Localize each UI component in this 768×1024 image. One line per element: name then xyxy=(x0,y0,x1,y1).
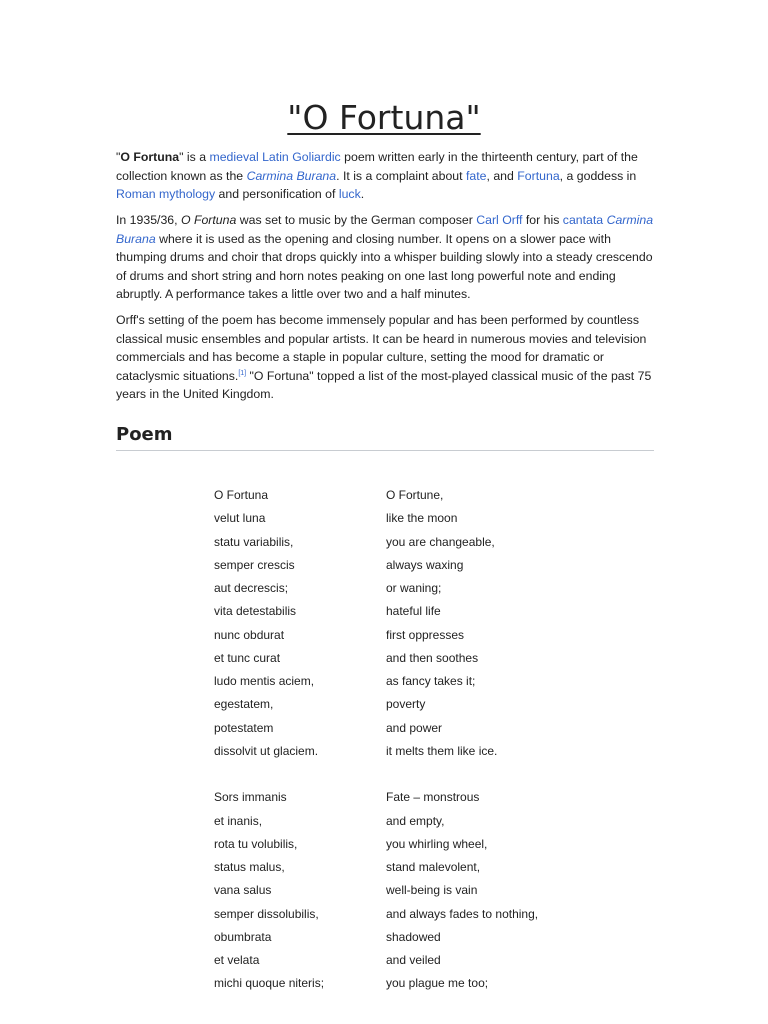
poem-line-latin: et velata xyxy=(214,953,260,967)
poem-line-latin: dissolvit ut glaciem. xyxy=(214,743,319,758)
section-heading-poem: Poem xyxy=(116,424,173,445)
poem-line-latin: semper crescis xyxy=(214,557,295,572)
poem-line-english: you plague me too; xyxy=(386,976,489,991)
poem-line-latin: status malus, xyxy=(214,860,285,874)
subject-bold: O Fortuna xyxy=(120,150,180,164)
poem-line-english: you are changeable, xyxy=(386,534,495,549)
poem-line-latin: vana salus xyxy=(214,883,272,898)
poem-line-latin: obumbrata xyxy=(214,929,272,944)
link-fortuna[interactable]: Fortuna xyxy=(517,168,560,183)
quote-mark: " xyxy=(116,150,121,164)
poem-line-english: it melts them like ice. xyxy=(386,743,498,758)
poem-line-english: and empty, xyxy=(386,813,445,828)
poem-line-english: as fancy takes it; xyxy=(386,674,476,688)
poem-line-english: first oppresses xyxy=(386,627,465,642)
link-carl-orff[interactable]: Carl Orff xyxy=(476,213,523,227)
poem-line-english: hateful life xyxy=(386,604,441,619)
page-title-text: "O Fortuna" xyxy=(287,98,481,137)
poem-line-latin: velut luna xyxy=(214,511,266,526)
link-luck[interactable]: luck xyxy=(338,187,361,201)
text-run: In 1935/36, xyxy=(116,213,181,227)
page-title xyxy=(0,98,768,138)
poem-line-latin: et tunc curat xyxy=(214,650,281,665)
poem-line-english: always waxing xyxy=(386,557,464,572)
poem-line-latin: ludo mentis aciem, xyxy=(214,674,315,688)
text-run: . xyxy=(360,187,365,201)
text-run: was set to music by the German composer xyxy=(236,213,477,227)
link-fate[interactable]: fate xyxy=(465,168,487,183)
poem-line-latin: Sors immanis xyxy=(214,790,287,805)
poem-line-english: like the moon xyxy=(386,511,458,526)
section-divider xyxy=(116,450,654,451)
poem-line-english: and power xyxy=(386,720,443,735)
poem-line-latin: et inanis, xyxy=(214,813,263,828)
poem-line-english: and then soothes xyxy=(386,650,479,665)
link-carmina-burana-2[interactable]: Carmina Burana xyxy=(116,213,654,246)
text-run: , and xyxy=(486,168,518,183)
poem-line-english: Fate – monstrous xyxy=(386,790,480,805)
title-italic: O Fortuna xyxy=(180,213,237,227)
link-carmina-burana[interactable]: Carmina Burana xyxy=(246,168,337,183)
intro-paragraph-1 xyxy=(116,148,656,204)
poem-line-english: you whirling wheel, xyxy=(386,836,488,851)
poem-line-latin: michi quoque niteris; xyxy=(214,976,325,991)
text-run: poem written early in the thirteenth century, part of the collection known as the xyxy=(116,150,638,183)
link-medieval-latin[interactable]: medieval Latin xyxy=(209,150,289,164)
text-run: Orff's setting of the poem has become immensely popular and has been performed by countless classical music ensembles and popular artists. It can be heard in numerous movies and television commercials and has become a staple in popular culture, setting the mood for dramatic or cataclysmic situations. xyxy=(116,313,647,383)
poem-line-latin: semper dissolubilis, xyxy=(214,906,319,921)
poem-line-latin: nunc obdurat xyxy=(214,627,285,642)
poem-line-english: poverty xyxy=(386,697,426,712)
poem-line-latin: statu variabilis, xyxy=(214,534,294,549)
link-goliardic[interactable]: Goliardic xyxy=(292,150,341,164)
text-run: , a goddess in xyxy=(559,168,637,183)
reference-link-1[interactable]: [1] xyxy=(238,369,247,377)
poem-line-english: or waning; xyxy=(386,581,442,595)
poem-line-latin: O Fortuna xyxy=(214,488,269,502)
poem-line-english: O Fortune, xyxy=(386,488,444,502)
text-run: and personification of xyxy=(215,187,339,201)
poem-line-latin: rota tu volubilis, xyxy=(214,836,298,851)
text-run: . It is a complaint about xyxy=(336,168,466,183)
link-roman-mythology[interactable]: Roman mythology xyxy=(116,187,216,201)
link-cantata[interactable]: cantata xyxy=(562,213,604,227)
poem-line-latin: potestatem xyxy=(214,720,274,735)
poem-line-english: and always fades to nothing, xyxy=(386,906,539,921)
text-run: " is a xyxy=(179,150,210,164)
intro-paragraph-3 xyxy=(116,311,656,404)
poem-line-english: shadowed xyxy=(386,929,441,944)
poem-line-latin: egestatem, xyxy=(214,697,274,712)
text-run: where it is used as the opening and closing number. It opens on a slower pace with thumping drums and choir that drops quickly into a whisper building slowly into a steady crescendo of drums and short string and horn notes peaking on one last long powerful note and ending abruptly. A performance takes a little over two and a half minutes. xyxy=(116,231,653,301)
poem-line-latin: vita detestabilis xyxy=(214,604,297,619)
text-run: "O Fortuna" topped a list of the most-played classical music of the past 75 years in the United Kingdom. xyxy=(116,368,652,401)
poem-line-english: well-being is vain xyxy=(386,883,478,898)
poem-line-english: and veiled xyxy=(386,953,441,967)
poem-line-english: stand malevolent, xyxy=(386,860,481,874)
text-run: for his xyxy=(522,213,563,227)
poem-line-latin: aut decrescis; xyxy=(214,581,289,595)
intro-paragraph-2 xyxy=(116,211,656,304)
